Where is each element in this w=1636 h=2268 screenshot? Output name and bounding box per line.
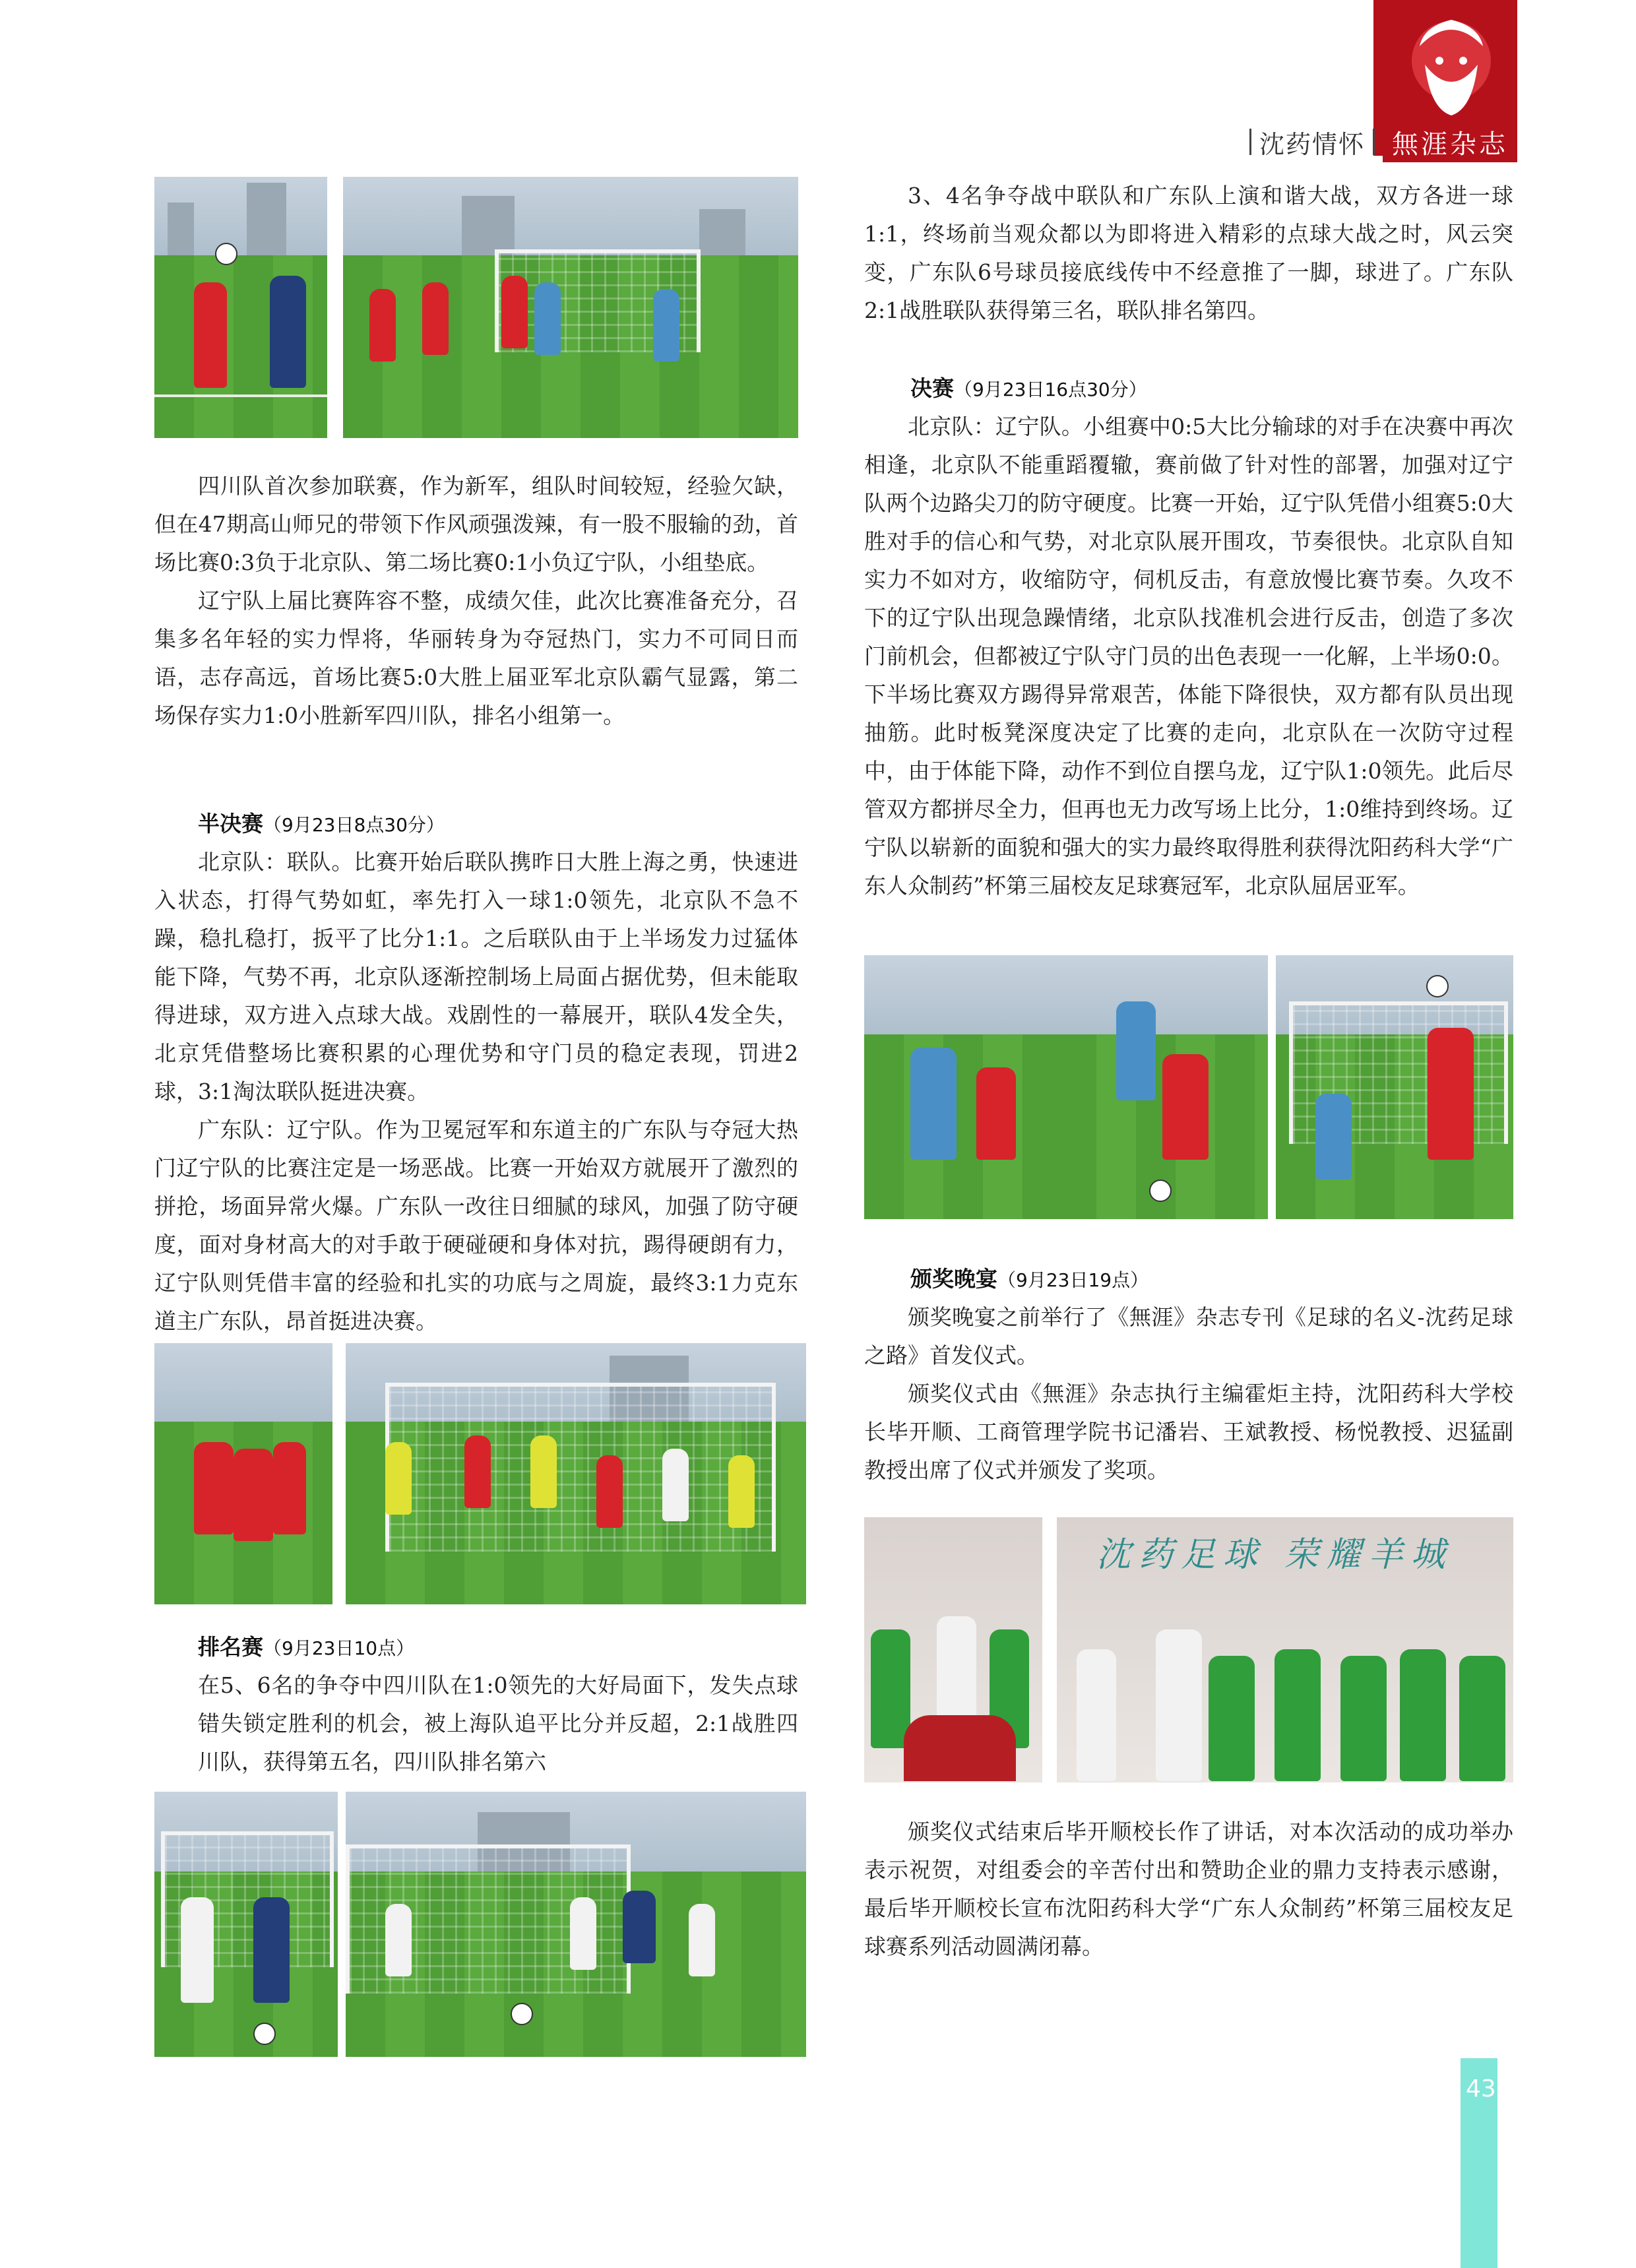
heading-text: 半决赛 [198,811,263,836]
paragraph-sichuan-liaoning [154,467,798,735]
section-heading-final [910,369,1147,409]
banquet-text [864,1298,1513,1490]
paragraph-semifinal-1: 北京队：联队。比赛开始后联队携昨日大胜上海之勇，快速进入状态，打得气势如虹，率先打入一球1:0领先，北京队不急不躁，稳扎稳打，扳平了比分1:1。之后联队由于上半场发力过猛体能下降，气势不再，北京队逐渐控制场上局面占据优势，但未能取得进球，双方进入点球大战。戏剧性的一幕展开，联队4发全失，北京凭借整场比赛积累的心理优势和守门员的稳定表现，罚进2球，3:1淘汰联队挺进决赛。 [154,849,798,1104]
closing-text [864,1813,1513,1966]
photo-ranking-1 [154,1792,338,2057]
section-header [1249,125,1517,158]
ranking-text [198,1666,798,1781]
page-number: 43 [1466,2075,1496,2102]
photo-final-1 [864,955,1057,1219]
photo-final-2 [1057,955,1268,1219]
photo-final-3 [1276,955,1513,1219]
paragraph-closing: 颁奖仪式结束后毕开顺校长作了讲话，对本次活动的成功举办表示祝贺，对组委会的辛苦付出和赞助企业的鼎力支持表示感谢，最后毕开顺校长宣布沈阳药科大学“广东人众制药”杯第三届校友足球赛系列活动圆满闭幕。 [864,1819,1513,1959]
paragraph-final: 北京队：辽宁队。小组赛中0:5大比分输球的对手在决赛中再次相逢，北京队不能重蹈覆辙，赛前做了针对性的部署，加强对辽宁队两个边路尖刀的防守硬度。比赛一开始，辽宁队凭借小组赛5:0大胜对手的信心和气势，对北京队展开围攻，节奏很快。北京队自知实力不如对方，收缩防守，伺机反击，有意放慢比赛节奏。久攻不下的辽宁队出现急躁情绪，北京队找准机会进行反击，创造了多次门前机会，但都被辽宁队守门员的出色表现一一化解，上半场0:0。下半场比赛双方踢得异常艰苦，体能下降很快，双方都有队员出现抽筋。此时板凳深度决定了比赛的走向，北京队在一次防守过程中，由于体能下降，动作不到位自摆乌龙，辽宁队1:0领先。此后尽管双方都拼尽全力，但再也无力改写场上比分，1:0维持到终场。辽宁队以崭新的面貌和强大的实力最终取得胜利获得沈阳药科大学“广东人众制药”杯第三届校友足球赛冠军，北京队屈居亚军。 [864,414,1513,898]
paragraph-banquet-1: 颁奖晚宴之前举行了《無涯》杂志专刊《足球的名义-沈药足球之路》首发仪式。 [864,1304,1513,1368]
heading-text: 决赛 [910,375,954,401]
heading-time: （9月23日19点） [997,1269,1149,1291]
section-name: 沈药情怀 [1259,129,1365,159]
semifinal-text [154,843,798,1340]
heading-time: （9月23日16点30分） [954,379,1147,400]
paragraph-semifinal-2: 广东队：辽宁队。作为卫冕冠军和东道主的广东队与夺冠大热门辽宁队的比赛注定是一场恶战。比赛一开始双方就展开了激烈的拼抢，场面异常火爆。广东队一改往日细腻的球风，加强了防守硬度，面对身材高大的对手敢于硬碰硬和身体对抗，踢得硬朗有力，辽宁队则凭借丰富的经验和扎实的功底与之周旋，最终3:1力克东道主广东队，昂首挺进决赛。 [154,1117,798,1334]
third-place-text [864,177,1513,330]
photo-ranking-2 [346,1792,806,2057]
photo-semifinal-goalmouth [346,1343,806,1604]
paragraph-sichuan: 四川队首次参加联赛，作为新军，组队时间较短，经验欠缺，但在47期高山师兄的带领下作风顽强泼辣，有一股不服输的劲，首场比赛0:3负于北京队、第二场比赛0:1小负辽宁队，小组垫底。 [154,473,798,575]
header-divider [1373,129,1375,155]
magazine-brand: 無涯杂志 [1383,122,1517,162]
section-heading-ranking [198,1628,414,1668]
paragraph-banquet-2: 颁奖仪式由《無涯》杂志执行主编霍炬主持，沈阳药科大学校长毕开顺、工商管理学院书记潘岩、王斌教授、杨悦教授、迟猛副教授出席了仪式并颁发了奖项。 [864,1381,1513,1483]
photo-semifinal-celebration [154,1343,332,1604]
photo-banquet-toast [1057,1517,1513,1782]
header-divider [1249,129,1251,155]
photo-banquet-launch [864,1517,1042,1782]
paragraph-liaoning: 辽宁队上届比赛阵容不整，成绩欠佳，此次比赛准备充分，召集多名年轻的实力悍将，华丽转身为夺冠热门，实力不可同日而语，志存高远，首场比赛5:0大胜上届亚军北京队霸气显露，第二场保存实力1:0小胜新军四川队，排名小组第一。 [154,588,798,728]
final-text [864,408,1513,905]
heading-time: （9月23日10点） [263,1637,415,1659]
heading-text: 颁奖晚宴 [910,1266,997,1292]
banner-text: 沈药足球 荣耀羊城 [1096,1535,1453,1575]
paragraph-third-place: 3、4名争夺战中联队和广东队上演和谐大战，双方各进一球1:1，终场前当观众都以为即将进入精彩的点球大战之时，风云突变，广东队6号球员接底线传中不经意推了一脚，球进了。广东队2:1战胜联队获得第三名，联队排名第四。 [864,183,1513,323]
section-heading-banquet [910,1260,1148,1300]
heading-time: （9月23日8点30分） [263,814,445,836]
photo-match-sichuan-2 [343,177,798,438]
section-heading-semifinal [198,805,445,844]
paragraph-ranking: 在5、6名的争夺中四川队在1:0领先的大好局面下，发失点球错失锁定胜利的机会，被上海队追平比分并反超，2:1战胜四川队，获得第五名，四川队排名第六 [198,1672,798,1775]
photo-match-sichuan-1 [154,177,327,438]
heading-text: 排名赛 [198,1634,263,1660]
